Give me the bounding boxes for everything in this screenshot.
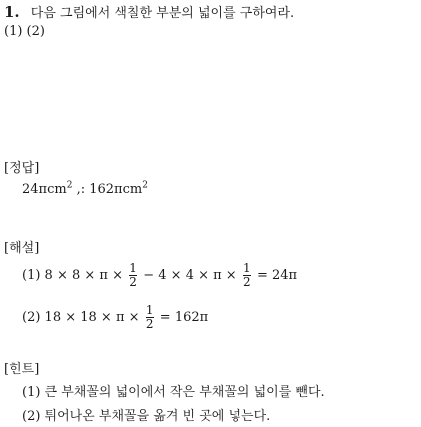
solution-line-2-label: (2): [22, 310, 45, 325]
problem-question: 다음 그림에서 색칠한 부분의 넓이를 구하여라.: [30, 6, 295, 21]
answer-value-2: 162πcm: [89, 182, 143, 197]
solution-header: [해설]: [4, 241, 40, 256]
fraction-numerator: 1: [243, 261, 251, 275]
fraction-denominator: 2: [129, 275, 137, 289]
hint-header: [힌트]: [4, 362, 40, 377]
fraction-half-1: [129, 262, 137, 289]
answer-separator: ,:: [72, 182, 90, 197]
problem-header: [4, 2, 294, 21]
fraction-denominator: 2: [145, 317, 154, 331]
solution-line-2-term-a: 18 × 18 × π ×: [44, 310, 144, 325]
hint-line-1: (1) 큰 부채꼴의 넓이에서 작은 부채꼴의 넓이를 뺀다.: [22, 385, 325, 400]
problem-parts: (1) (2): [4, 24, 45, 39]
hint-line-2: (2) 튀어나온 부채꼴을 옮겨 빈 곳에 넣는다.: [22, 409, 271, 424]
solution-line-2-result: = 162π: [155, 310, 209, 325]
answer-text: [22, 182, 148, 197]
figure-area: [0, 58, 421, 150]
fraction-numerator: 1: [129, 261, 137, 275]
solution-line-1-term-b: − 4 × 4 × π ×: [139, 268, 241, 283]
answer-exponent-2: 2: [142, 180, 148, 191]
fraction-half-2: [243, 262, 251, 289]
answer-exponent-1: 2: [66, 180, 73, 191]
answer-value-1: 24πcm: [22, 182, 67, 197]
solution-line-1-label: (1): [22, 268, 45, 283]
problem-number: 1.: [4, 3, 20, 21]
answer-header: [정답]: [4, 161, 40, 176]
fraction-denominator: 2: [243, 275, 251, 289]
solution-line-2: [22, 304, 208, 331]
solution-line-1-result: = 24π: [252, 268, 298, 283]
solution-line-1: [22, 262, 297, 289]
fraction-numerator: 1: [145, 303, 154, 317]
solution-line-1-term-a: 8 × 8 × π ×: [44, 268, 128, 283]
fraction-half-3: [146, 304, 154, 331]
